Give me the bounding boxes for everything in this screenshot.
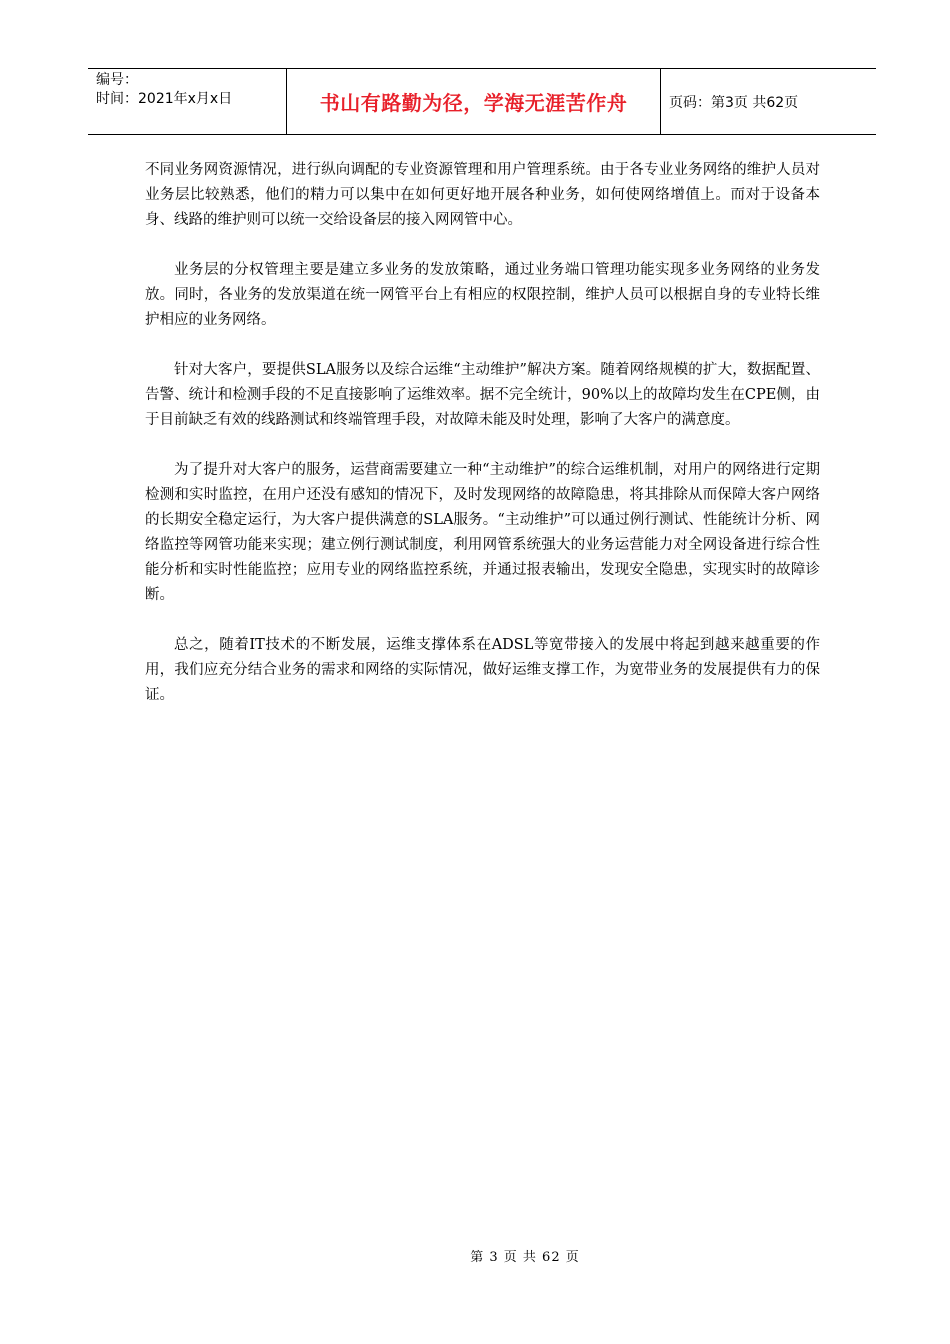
page-header bbox=[88, 68, 876, 135]
header-motto: 书山有路勤为径，学海无涯苦作舟 bbox=[287, 69, 661, 134]
paragraph: 为了提升对大客户的服务，运营商需要建立一种“主动维护”的综合运维机制，对用户的网络进行定期检测和实时监控，在用户还没有感知的情况下，及时发现网络的故障隐患，将其排除从而保障大客户网络的长期安全稳定运行，为大客户提供满意的SLA服务。“主动维护”可以通过例行测试、性能统计分析、网络监控等网管功能来实现；建立例行测试制度，利用网管系统强大的业务运营能力对全网设备进行综合性能分析和实时性能监控；应用专业的网络监控系统，并通过报表输出，发现安全隐患，实现实时的故障诊断。 bbox=[145, 462, 820, 603]
header-page-info: 页码：第3页 共62页 bbox=[669, 94, 799, 111]
paragraph: 针对大客户，要提供SLA服务以及综合运维“主动维护”解决方案。随着网络规模的扩大，数据配置、告警、统计和检测手段的不足直接影响了运维效率。据不完全统计，90%以上的故障均发生在CPE侧，由于目前缺乏有效的线路测试和终端管理手段，对故障未能及时处理，影响了大客户的满意度。 bbox=[145, 362, 820, 428]
paragraph: 总之，随着IT技术的不断发展，运维支撑体系在ADSL等宽带接入的发展中将起到越来越重要的作用，我们应充分结合业务的需求和网络的实际情况，做好运维支撑工作，为宽带业务的发展提供有力的保证。 bbox=[145, 637, 820, 703]
document-number-label: 编号： bbox=[96, 72, 138, 88]
document-body bbox=[145, 158, 820, 733]
paragraph: 业务层的分权管理主要是建立多业务的发放策略，通过业务端口管理功能实现多业务网络的业务发放。同时，各业务的发放渠道在统一网管平台上有相应的权限控制，维护人员可以根据自身的专业特长维护相应的业务网络。 bbox=[145, 262, 820, 328]
page-footer: 第 3 页 共 62 页 bbox=[470, 1250, 580, 1265]
document-date: 时间：2021年x月x日 bbox=[96, 91, 233, 107]
paragraph: 不同业务网资源情况，进行纵向调配的专业资源管理和用户管理系统。由于各专业业务网络的维护人员对业务层比较熟悉，他们的精力可以集中在如何更好地开展各种业务，如何使网络增值上。而对于设备本身、线路的维护则可以统一交给设备层的接入网网管中心。 bbox=[145, 162, 820, 228]
header-meta bbox=[88, 69, 287, 134]
